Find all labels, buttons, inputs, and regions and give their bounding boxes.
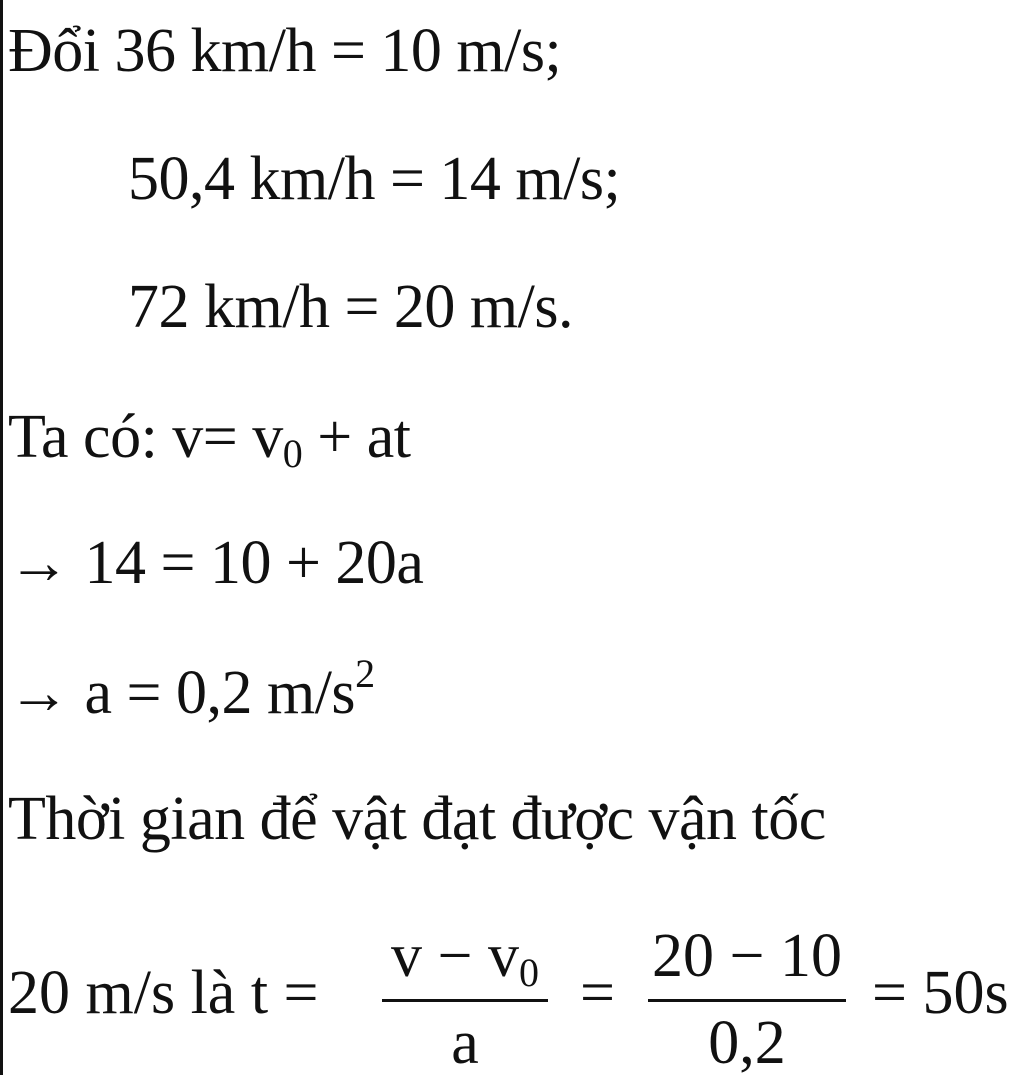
acceleration-text: → a = 0,2 m/s bbox=[8, 659, 356, 727]
line-conversion-3: 72 km/h = 20 m/s. bbox=[128, 273, 573, 341]
fraction-2-denominator: 0,2 bbox=[708, 1009, 786, 1077]
line-formula bbox=[8, 403, 411, 476]
formula-subscript: 0 bbox=[282, 431, 303, 476]
formula-text-post: + at bbox=[302, 403, 411, 471]
fraction-1-numerator-subscript: 0 bbox=[518, 950, 539, 995]
line-time-result-prefix: 20 m/s là t = bbox=[8, 959, 319, 1027]
fraction-1-denominator: a bbox=[451, 1009, 479, 1077]
line-time-statement: Thời gian để vật đạt được vận tốc bbox=[8, 785, 826, 853]
line-acceleration bbox=[8, 651, 375, 727]
fraction-time-formula bbox=[382, 922, 548, 1077]
fraction-time-values bbox=[648, 922, 846, 1077]
fraction-1-bar bbox=[382, 999, 548, 1002]
left-border-line bbox=[0, 0, 3, 1075]
fraction-1-numerator-text: v − v bbox=[391, 922, 519, 990]
equals-sign-1: = bbox=[580, 959, 615, 1027]
acceleration-exponent: 2 bbox=[355, 651, 375, 696]
line-conversion-1: Đổi 36 km/h = 10 m/s; bbox=[8, 17, 562, 85]
equals-result: = 50s bbox=[872, 959, 1009, 1027]
fraction-2-bar bbox=[648, 999, 846, 1002]
fraction-2-numerator: 20 − 10 bbox=[652, 922, 842, 990]
line-substitution: → 14 = 10 + 20a bbox=[8, 529, 424, 597]
line-conversion-2: 50,4 km/h = 14 m/s; bbox=[128, 145, 621, 213]
formula-text-pre: Ta có: v= v bbox=[8, 403, 283, 471]
fraction-1-numerator bbox=[382, 922, 548, 995]
